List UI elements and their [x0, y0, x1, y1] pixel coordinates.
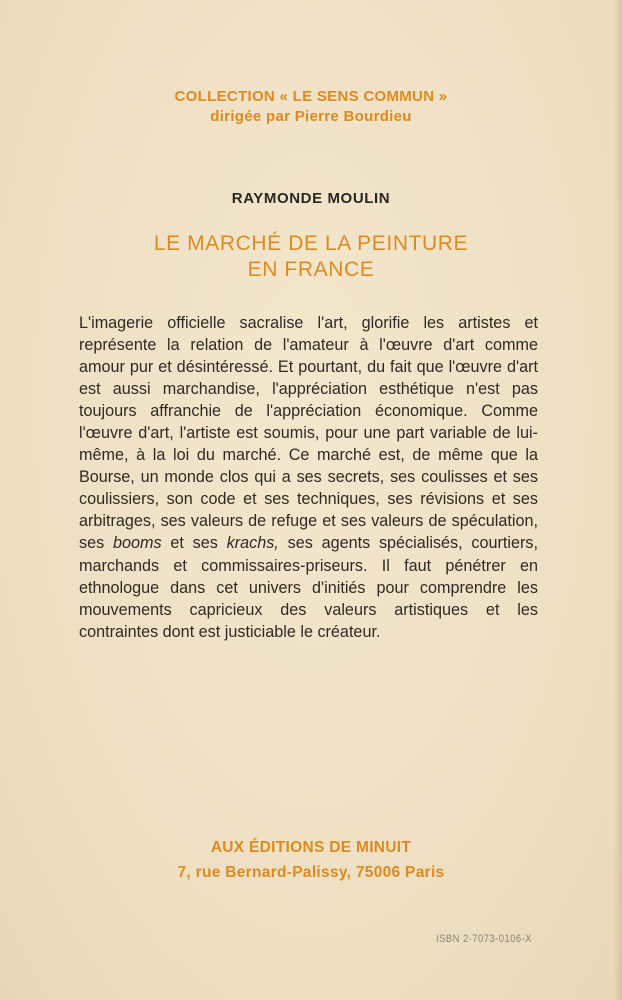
blurb-italic-booms: booms — [112, 534, 162, 553]
publisher-address: 7, rue Bernard-Palissy, 75006 Paris — [177, 864, 445, 881]
book-title-line1: LE MARCHÉ DE LA PEINTURE — [153, 232, 469, 255]
blurb-italic-krachs: krachs, — [226, 534, 279, 553]
collection-name: COLLECTION « LE SENS COMMUN » — [174, 88, 448, 105]
isbn-number: ISBN 2-7073-0106-X — [436, 933, 532, 945]
blurb-text-1: L'imagerie officielle sacralise l'art, glorifie les artistes et représente la relation de l'amateur à l'œuvre d'art comme amour pur et désintéressé. Et pourtant, du fait que l'œuvre d'art est aussi marchandise, l'appréciation esthétique n'est pas toujours affranchie de l'appréciation économique. Comme l'œuvre d'art, l'artiste est soumis, pour une part variable de lui-même, à la loi du marché. Ce marché est, de même que la Bourse, un monde clos qui a ses secrets, ses coulisses et ses coulissiers, son code et ses techniques, ses révisions et ses arbitrages, ses valeurs de refuge et ses valeurs de spéculation, ses — [79, 314, 538, 553]
publisher-name: AUX ÉDITIONS DE MINUIT — [210, 839, 412, 856]
blurb-paragraph — [79, 312, 538, 643]
blurb-text-2: et ses — [161, 534, 227, 553]
book-title-line2: EN FRANCE — [247, 258, 375, 281]
author-name: RAYMONDE MOULIN — [231, 190, 391, 207]
collection-editor: dirigée par Pierre Bourdieu — [210, 108, 412, 125]
blurb-text-3: ses agents spécialisés, courtiers, marchands et commissaires-priseurs. Il faut pénétrer en ethnologue dans cet univers d'initiés pour comprendre les mouvements capricieux des valeurs artistiques et les contraintes dont est justiciable le créateur. — [79, 534, 538, 641]
